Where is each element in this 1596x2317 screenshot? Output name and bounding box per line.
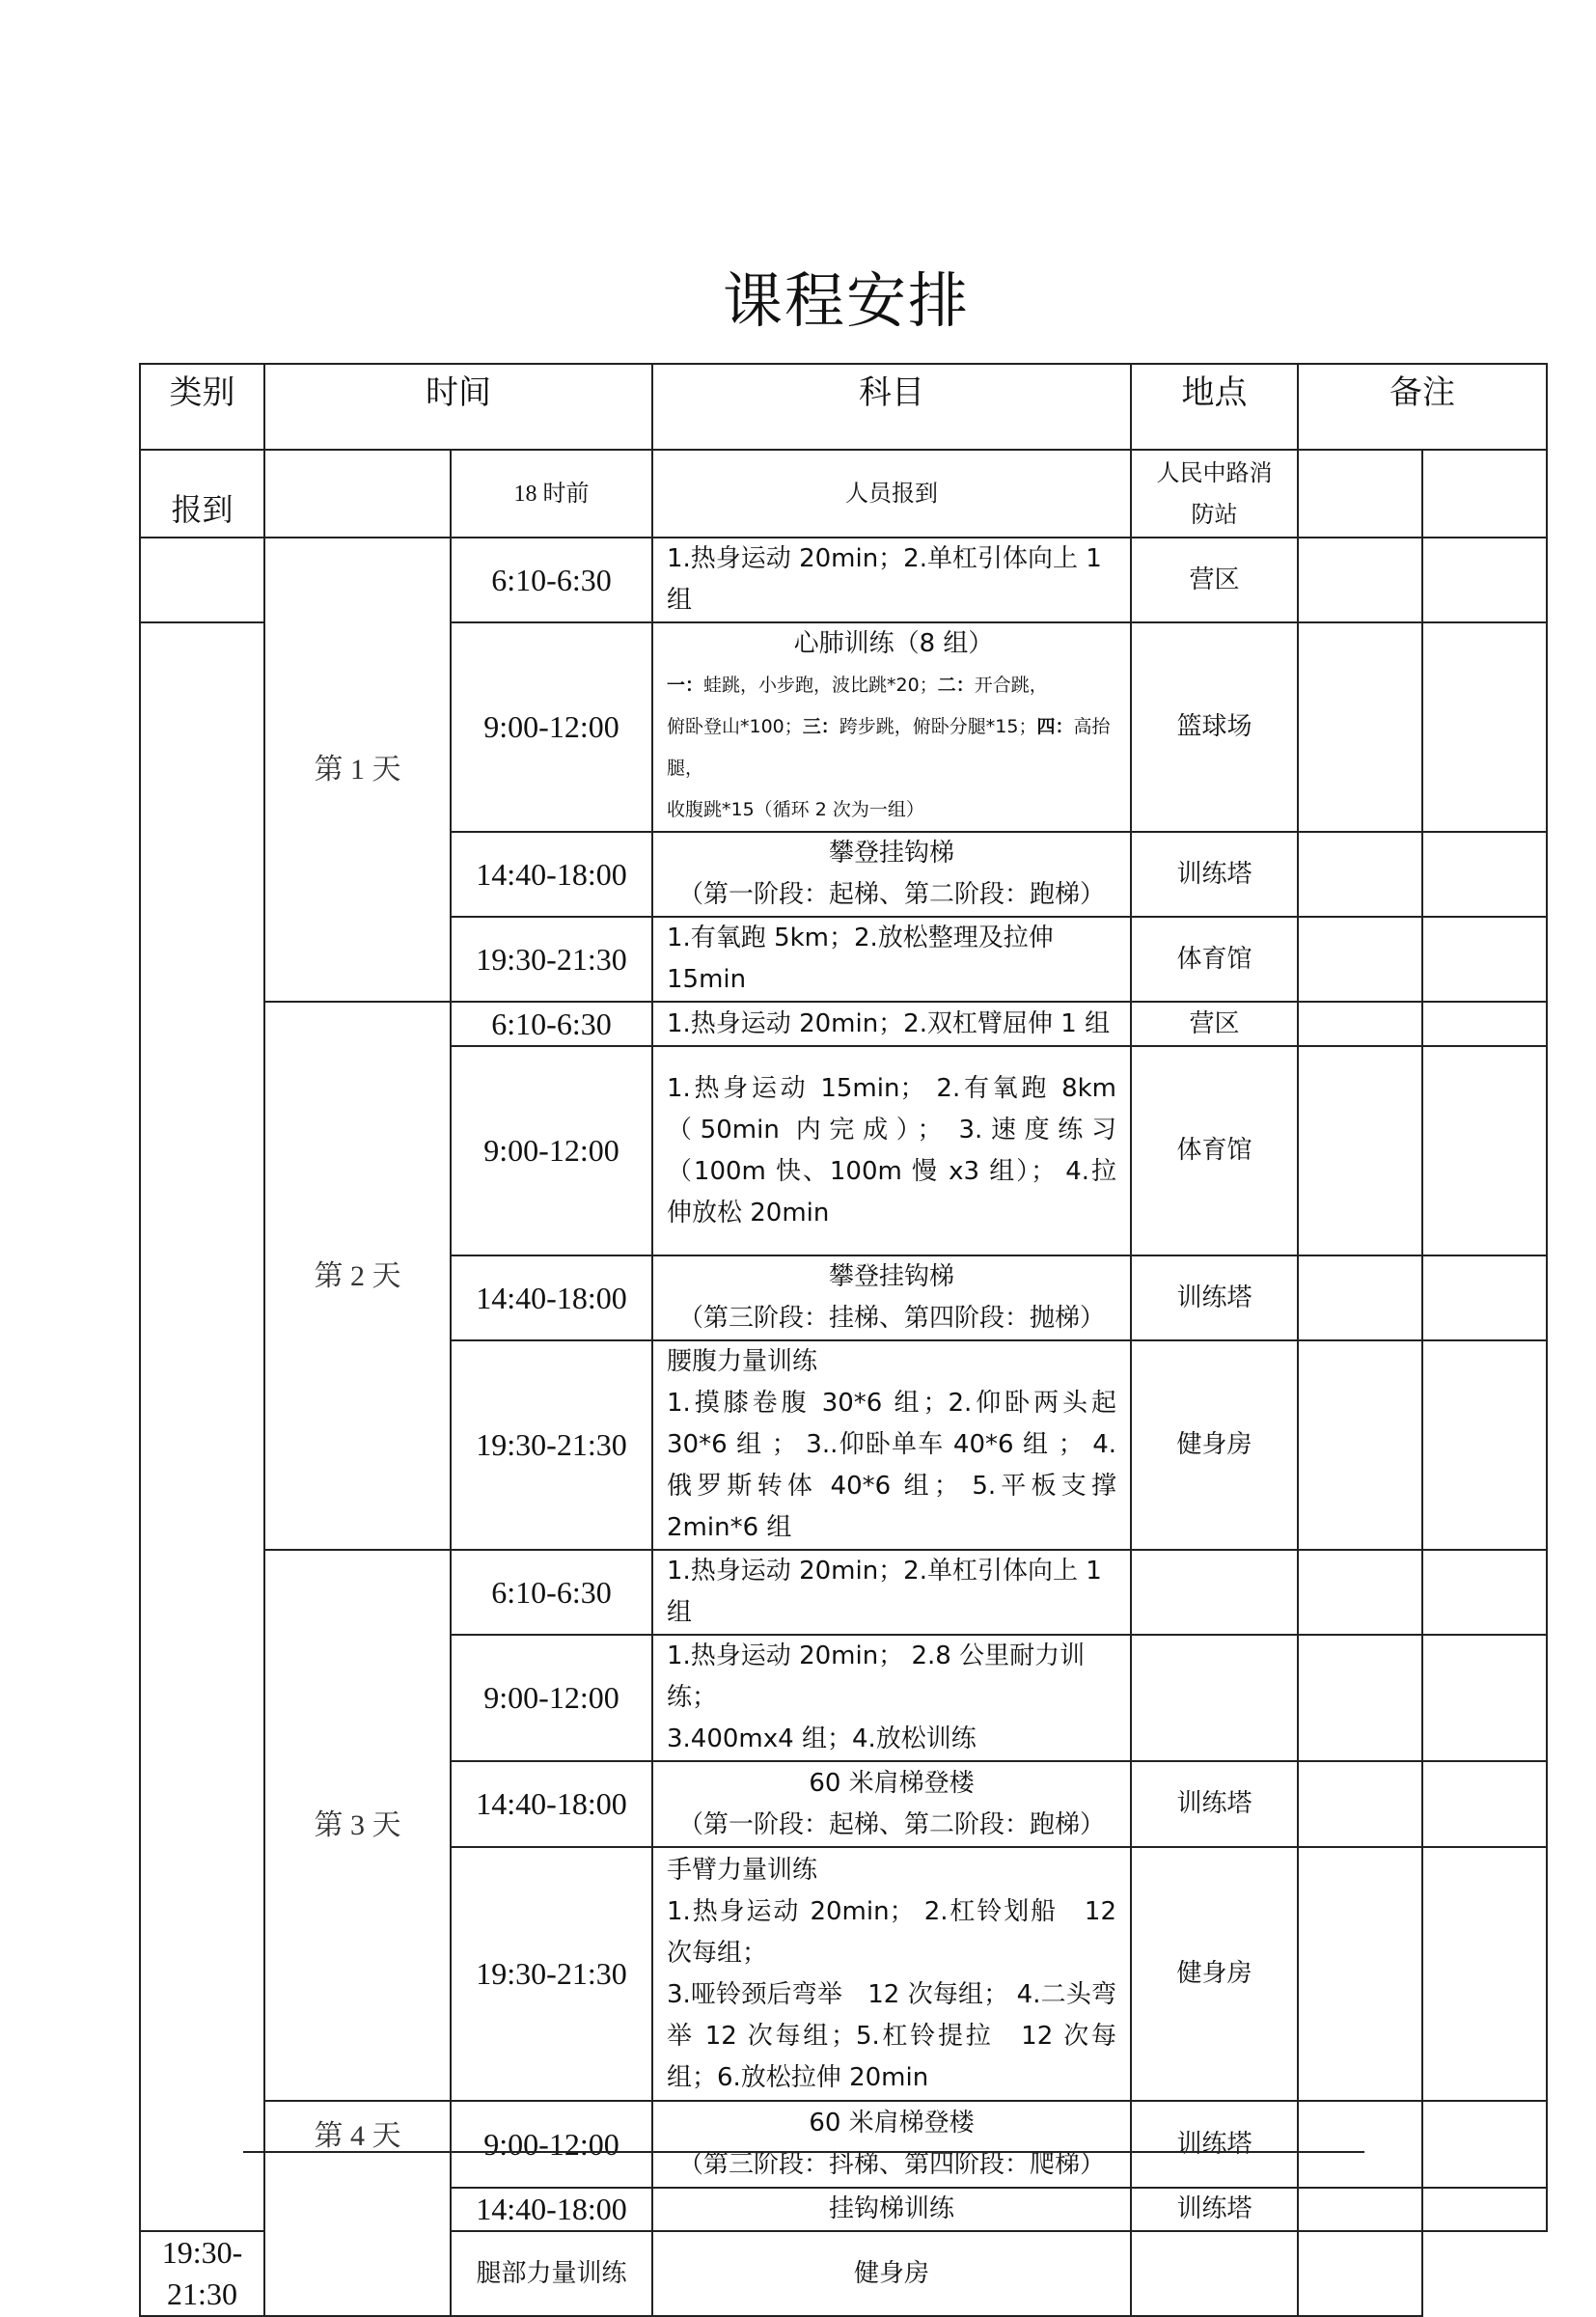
remark-cell [1422, 1635, 1547, 1761]
header-row [140, 364, 1547, 450]
day-4-label: 第 4 天 [264, 2101, 451, 2316]
subject-text: 开合跳， [974, 675, 1048, 696]
remark-cell [1298, 2188, 1422, 2231]
subject-text: 收腹跳*15（循环 2 次为一组） [667, 799, 924, 820]
subject-line [667, 665, 1120, 706]
subject-line: （第三阶段：抖梯、第四阶段：爬梯） [677, 2150, 1105, 2179]
location-cell: 健身房 [1131, 1847, 1298, 2101]
location-cell: 训练塔 [1131, 832, 1298, 917]
remark-cell [1298, 1847, 1422, 2101]
remark-cell [1298, 1761, 1422, 1847]
remark-cell [1298, 1550, 1422, 1635]
time-cell: 14:40-18:00 [451, 2188, 652, 2231]
remark-cell [1422, 1002, 1547, 1046]
remark-cell [1422, 1847, 1547, 2101]
remark-cell [1422, 1340, 1547, 1550]
schedule-table [139, 363, 1548, 2317]
subject-cell [652, 1847, 1131, 2101]
remark-cell [1298, 450, 1422, 538]
subject-text: 跨步跳，俯卧分腿*15； [839, 716, 1037, 737]
subject-line: （第一阶段：起梯、第二阶段：跑梯） [677, 1809, 1105, 1839]
remark-cell [1298, 538, 1422, 622]
remark-cell [1422, 917, 1547, 1002]
remark-cell [1422, 622, 1547, 832]
subject-cell [652, 1340, 1131, 1550]
remark-cell [1422, 538, 1547, 622]
location-cell [1131, 1635, 1298, 1761]
subject-text: 1.热身运动 20min； 2.杠铃划船 12 次每组； [667, 1896, 1116, 1968]
subject-line [667, 706, 1120, 789]
time-cell: 14:40-18:00 [451, 1761, 652, 1847]
table-row [140, 450, 1547, 538]
report-location [1131, 450, 1298, 538]
remark-cell [1298, 832, 1422, 917]
subject-line: （第三阶段：挂梯、第四阶段：抛梯） [677, 1304, 1105, 1333]
time-cell: 14:40-18:00 [451, 832, 652, 917]
remark-cell [1422, 450, 1547, 538]
subject-cell [652, 1635, 1131, 1761]
subject-cell: 腿部力量训练 [451, 2231, 652, 2316]
stage-label: 四： [1036, 716, 1074, 737]
time-cell: 6:10-6:30 [451, 538, 652, 622]
remark-cell [1298, 2101, 1422, 2188]
location-cell: 训练塔 [1131, 1255, 1298, 1340]
header-remarks: 备注 [1298, 364, 1547, 450]
location-cell: 训练塔 [1131, 1761, 1298, 1847]
subject-line: 攀登挂钩梯 [828, 1262, 954, 1291]
remark-cell [1422, 2101, 1547, 2188]
location-cell: 体育馆 [1131, 1046, 1298, 1255]
subject-title: 手臂力量训练 [667, 1855, 818, 1885]
subject-cell [652, 1761, 1131, 1847]
subject-line: 攀登挂钩梯 [828, 839, 954, 868]
time-cell: 9:00-12:00 [451, 1635, 652, 1761]
footer-divider [243, 2151, 1364, 2153]
subject-line [667, 789, 1120, 831]
table-row [140, 1550, 1547, 1635]
time-cell: 19:30-21:30 [140, 2231, 264, 2316]
subject-cell [652, 2101, 1131, 2188]
remark-cell [1131, 2231, 1298, 2316]
location-cell [1131, 1550, 1298, 1635]
header-time: 时间 [264, 364, 652, 450]
report-time-text: 18 时前 [513, 481, 590, 507]
category-cell-blank [140, 622, 264, 2231]
remark-cell [1298, 1046, 1422, 1255]
remark-cell [1422, 832, 1547, 917]
remark-cell [1298, 1002, 1422, 1046]
table-row [140, 2101, 1547, 2188]
remark-cell [1422, 1761, 1547, 1847]
report-subject: 人员报到 [652, 450, 1131, 538]
subject-line: （第一阶段：起梯、第二阶段：跑梯） [677, 880, 1105, 909]
subject-cell: 1.有氧跑 5km；2.放松整理及拉伸 15min [652, 917, 1131, 1002]
subject-text: 3.哑铃颈后弯举 12 次每组； 4.二头弯举 12 次每组；5.杠铃提拉 12 次每组；6.放松拉伸 20min [667, 1979, 1116, 2092]
subject-text: 高抬腿， [667, 716, 1111, 779]
subject-cell: 1.热身运动 20min；2.单杠引体向上 1 组 [652, 538, 1131, 622]
time-cell: 9:00-12:00 [451, 2101, 652, 2188]
subject-text: 俯卧登山*100； [667, 716, 803, 737]
stage-label: 三： [802, 716, 839, 737]
remark-cell [1422, 1550, 1547, 1635]
subject-cell: 1.热身运动 20min；2.双杠臂屈伸 1 组 [652, 1002, 1131, 1046]
time-cell: 19:30-21:30 [451, 917, 652, 1002]
report-location-line1: 人民中路消 [1156, 458, 1273, 486]
subject-line: 1.热身运动 20min； 2.8 公里耐力训练； [667, 1641, 1086, 1712]
subject-line: 60 米肩梯登楼 [809, 1768, 975, 1798]
day-3-label: 第 3 天 [264, 1550, 451, 2101]
time-cell: 14:40-18:00 [451, 1255, 652, 1340]
stage-label: 二： [937, 675, 975, 696]
subject-cell: 挂钩梯训练 [652, 2188, 1131, 2231]
subject-cell [652, 832, 1131, 917]
location-cell: 篮球场 [1131, 622, 1298, 832]
time-cell: 6:10-6:30 [451, 1550, 652, 1635]
table-row [140, 1002, 1547, 1046]
category-cell [140, 538, 264, 622]
day-2-label: 第 2 天 [264, 1002, 451, 1550]
subject-cell [652, 1255, 1131, 1340]
subject-cell: 1.热身运动 15min； 2.有氧跑 8km （50min 内完成）； 3.速度练习（100m 快、100m 慢 x3 组）； 4.拉伸放松 20min [652, 1046, 1131, 1255]
header-subject: 科目 [652, 364, 1131, 450]
location-cell: 营区 [1131, 538, 1298, 622]
remark-cell [1298, 917, 1422, 1002]
location-cell: 训练塔 [1131, 2188, 1298, 2231]
subject-title: 腰腹力量训练 [667, 1347, 818, 1376]
subject-cell: 1.热身运动 20min；2.单杠引体向上 1 组 [652, 1550, 1131, 1635]
time-cell: 6:10-6:30 [451, 1002, 652, 1046]
location-cell: 营区 [1131, 1002, 1298, 1046]
remark-cell [1298, 1255, 1422, 1340]
remark-cell [1298, 622, 1422, 832]
subject-cell [652, 622, 1131, 832]
remark-cell [1422, 1046, 1547, 1255]
location-cell: 训练塔 [1131, 2101, 1298, 2188]
time-cell: 9:00-12:00 [451, 622, 652, 832]
subject-title: 心肺训练（8 组） [793, 629, 994, 658]
time-cell: 9:00-12:00 [451, 1046, 652, 1255]
header-location: 地点 [1131, 364, 1298, 450]
remark-cell [1298, 2231, 1422, 2316]
subject-line: 3.400mx4 组；4.放松训练 [667, 1724, 977, 1753]
header-category: 类别 [140, 364, 264, 450]
page-title: 课程安排 [722, 265, 970, 336]
day-1-label: 第 1 天 [264, 538, 451, 1002]
location-cell: 健身房 [652, 2231, 1131, 2316]
time-cell: 19:30-21:30 [451, 1847, 652, 2101]
stage-label: 一： [667, 675, 704, 696]
report-empty-cell [264, 450, 451, 538]
time-cell: 19:30-21:30 [451, 1340, 652, 1550]
remark-cell [1422, 2188, 1547, 2231]
subject-text: 蛙跳，小步跑，波比跳*20； [703, 675, 938, 696]
remark-cell [1298, 1635, 1422, 1761]
report-category: 报到 [140, 450, 264, 538]
location-cell: 体育馆 [1131, 917, 1298, 1002]
report-location-line2: 防站 [1191, 500, 1238, 528]
remark-cell [1422, 1255, 1547, 1340]
remark-cell [1298, 1340, 1422, 1550]
subject-text: 1.摸膝卷腹 30*6 组；2.仰卧两头起 30*6 组 ； 3..仰卧单车 40*6 组 ； 4.俄罗斯转体 40*6 组； 5.平板支撑 2min*6 组 [667, 1389, 1116, 1542]
subject-line: 60 米肩梯登楼 [809, 2109, 975, 2138]
report-time [451, 450, 652, 538]
location-cell: 健身房 [1131, 1340, 1298, 1550]
table-row [140, 538, 1547, 622]
